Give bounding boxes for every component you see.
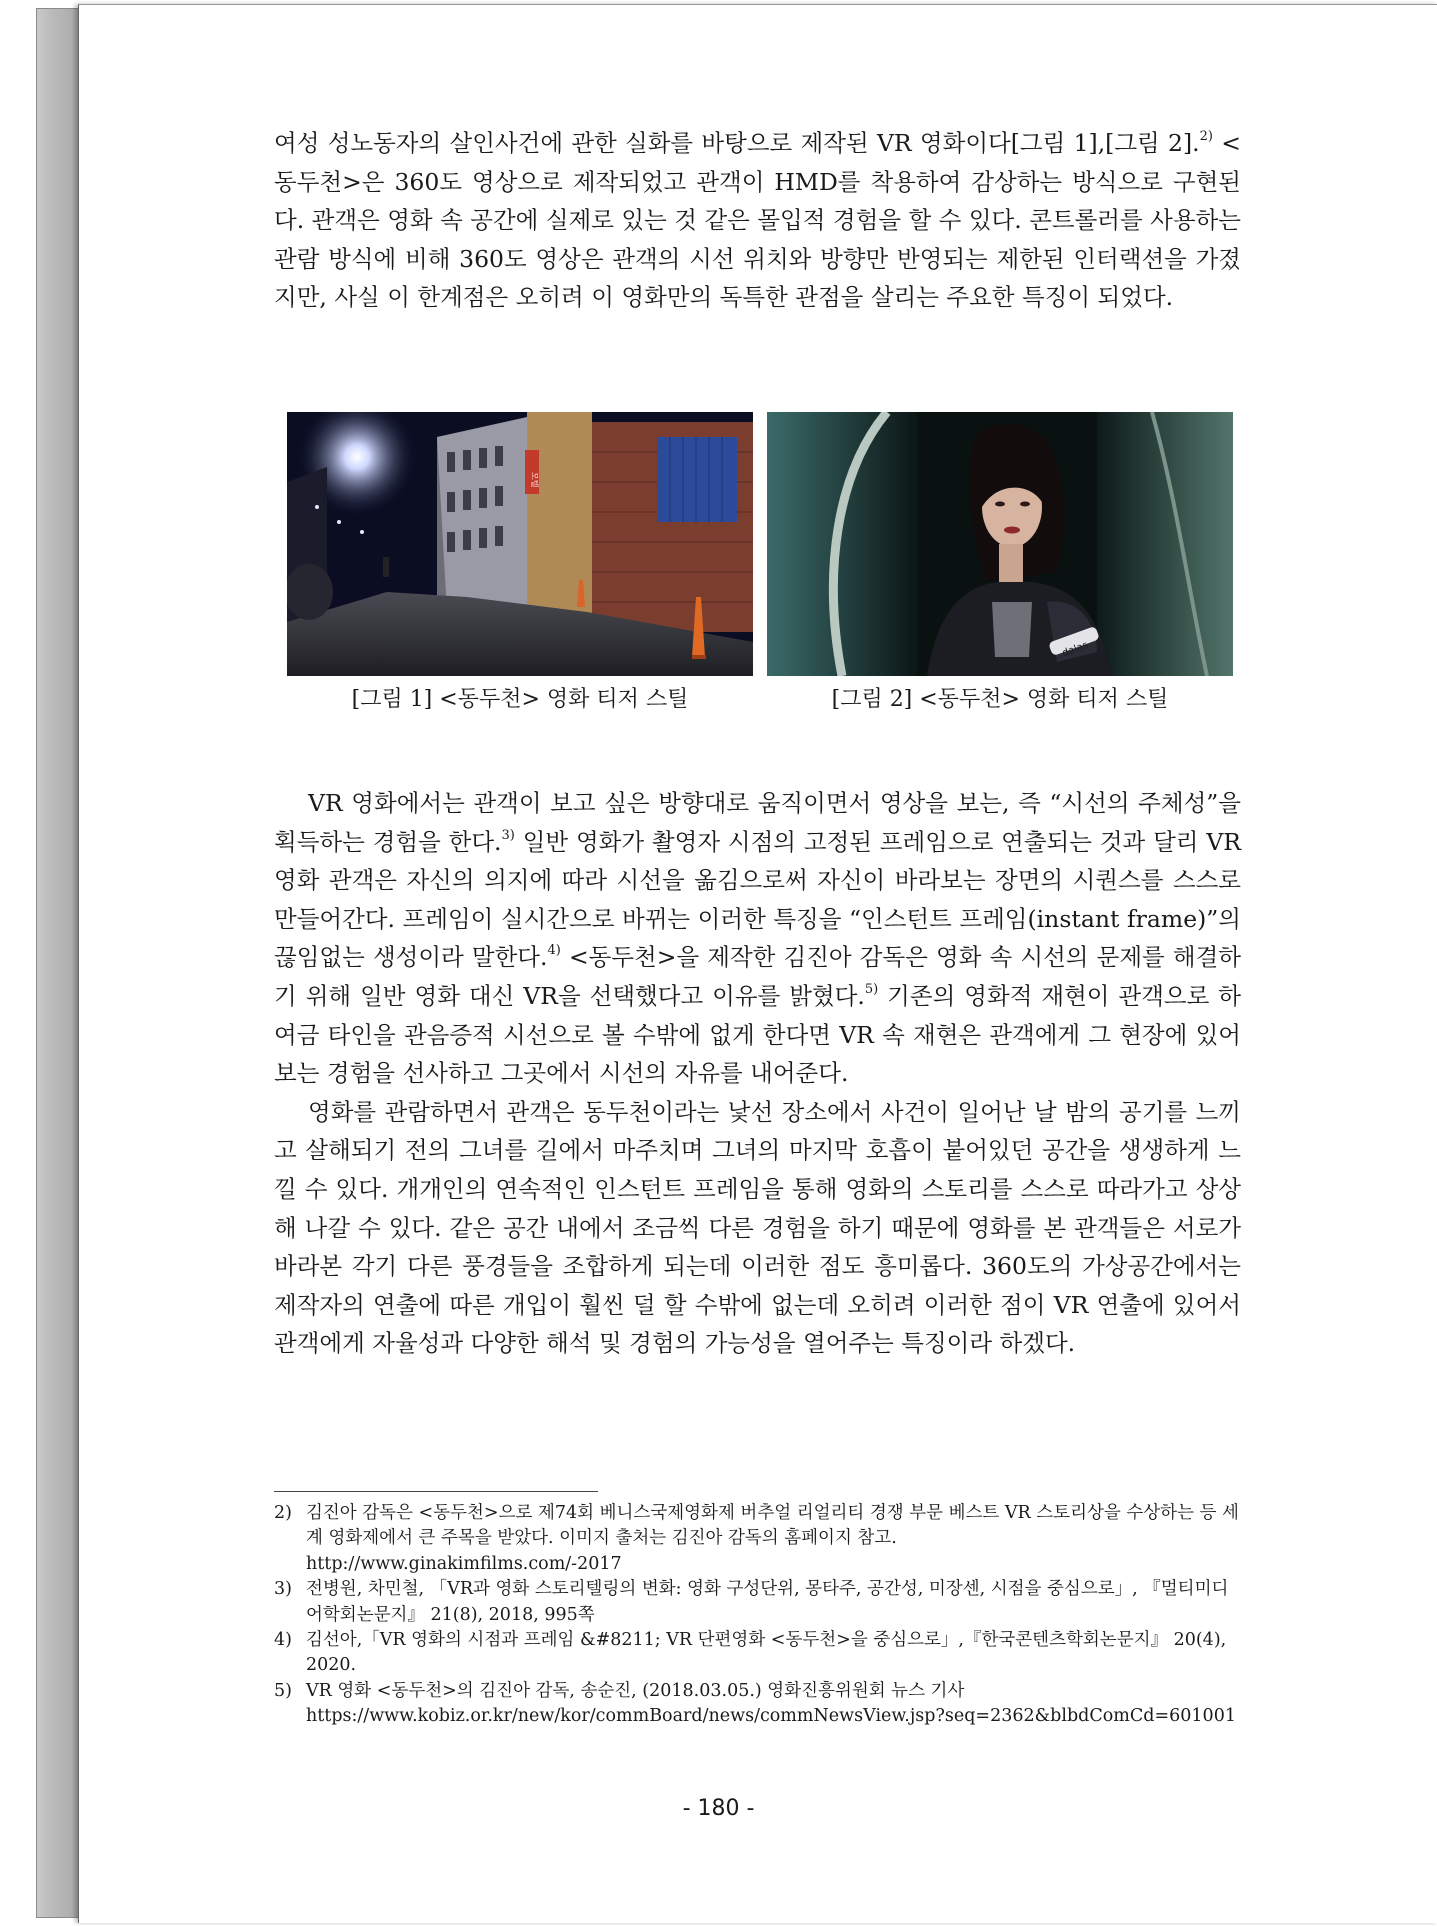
figure-1-caption: [그림 1] <동두천> 영화 티저 스틸 [351, 687, 689, 712]
footnote-5: 5) VR 영화 <동두천>의 김진아 감독, 송순진, (2018.03.05.) 영화진흥위원회 뉴스 기사 https://www.kobiz.or.kr/new/kor/commBoard/news/commNewsView.jsp?seq=2362&blbdComCd=601001 [274, 1680, 1236, 1727]
footnote-ref-3[interactable]: 3) [501, 827, 515, 843]
figure-1-image [287, 412, 753, 676]
book-spine [36, 8, 80, 1918]
jacket-text: dalas [1060, 639, 1090, 660]
page-number: - 180 - [682, 1796, 755, 1821]
footnotes [274, 1501, 1241, 1730]
paragraph-vr-gaze: VR 영화에서는 관객이 보고 싶은 방향대로 움직이면서 영상을 보는, 즉 “시선의 주체성”을 획득하는 경험을 한다.$^{3)}$ 일반 영화가 촬영자 시점의 고정된 프레임으로 연출되는 것과 달리 VR 영화 관객은 자신의 의지에 따라 시선을 옮김으로써 자신이 바라보는 장면의 시퀀스를 스스로 만들어간다. 프레임이 실시간으로 바뀌는 이러한 특징을 “인스턴트 프레임(instant frame)”의 끊임없는 생성이라 말한다.$^{4)}$ <동두천>을 제작한 김진아 감독은 영화 속 시선의 문제를 해결하기 위해 일반 영화 대신 VR을 선택했다고 이유를 밝혔다.$^{5)}$ 기존의 영화적 재현이 관객으로 하여금 타인을 관음증적 시선으로 볼 수밖에 없게 한다면 VR 속 재현은 관객에게 그 현장에 있어보는 경험을 선사하고 그곳에서 시선의 자유를 내어준다. [274, 789, 1242, 1088]
paragraph-viewing-experience: 영화를 관람하면서 관객은 동두천이라는 낯선 장소에서 사건이 일어난 날 밤의 공기를 느끼고 살해되기 전의 그녀를 길에서 마주치며 그녀의 마지막 호흡이 붙어있던 공간을 생생하게 느낄 수 있다. 개개인의 연속적인 인스턴트 프레임을 통해 영화의 스토리를 스스로 따라가고 상상해 나갈 수 있다. 같은 공간 내에서 조금씩 다른 경험을 하기 때문에 영화를 본 관객들은 서로가 바라본 각기 다른 풍경들을 조합하게 되는데 이러한 점도 흥미롭다. 360도의 가상공간에서는 제작자의 연출에 따른 개입이 훨씬 덜 할 수밖에 없는데 오히려 이러한 점이 VR 연출에 있어서 관객에게 자율성과 다양한 해석 및 경험의 가능성을 열어주는 특징이라 하겠다. [274, 1097, 1241, 1358]
footnote-2-link[interactable]: http://www.ginakimfilms.com/-2017 [306, 1553, 622, 1574]
footnote-ref-2[interactable]: 2) [1199, 129, 1213, 144]
figure-2-image [767, 412, 1233, 676]
paragraph-body [274, 784, 1241, 1363]
footnote-ref-5[interactable]: 5) [864, 981, 879, 997]
footnote-ref-4[interactable]: 4) [547, 943, 561, 959]
footnote-4: 4) 김선아,「VR 영화의 시점과 프레임 &#8211; VR 단편영화 <동두천>을 중심으로」,『한국콘텐츠학회논문지』 20(4), 2020. [274, 1630, 1227, 1676]
footnote-divider [274, 1491, 598, 1492]
paragraph-intro: 여성 성노동자의 살인사건에 관한 실화를 바탕으로 제작된 VR 영화이다[그림 1],[그림 2].$^{2)}$ <동두천>은 360도 영상으로 제작되었고 관객이 HMD를 착용하여 감상하는 방식으로 구현된다. 관객은 영화 속 공간에 실제로 있는 것 같은 몰입적 경험을 할 수 있다. 콘트롤러를 사용하는 관람 방식에 비해 360도 영상은 관객의 시선 위치와 방향만 반영되는 제한된 인터랙션을 가졌지만, 사실 이 한계점은 오히려 이 영화만의 독특한 관점을 살리는 주요한 특징이 되었다. [274, 129, 1241, 312]
footnote-5-link[interactable]: https://www.kobiz.or.kr/new/kor/commBoard/news/commNewsView.jsp?seq=2362&blbdComCd=601001 [306, 1706, 1236, 1727]
footnote-2: 2) 김진아 감독은 <동두천>으로 제74회 베니스국제영화제 버추얼 리얼리티 경쟁 부문 베스트 VR 스토리상을 수상하는 등 세계 영화제에서 큰 주목을 받았다. 이미지 출처는 김진아 감독의 홈페이지 참고. http://www.ginakimfilms.com/-2017 [274, 1503, 1239, 1574]
figure-2-caption: [그림 2] <동두천> 영화 티저 스틸 [831, 687, 1169, 712]
motel-sign-text: 모텔 [530, 472, 539, 488]
footnote-3: 3) 전병원, 차민철, 「VR과 영화 스토리텔링의 변화: 영화 구성단위, 몽타주, 공간성, 미장센, 시점을 중심으로」, 『멀티미디어학회논문지』 21(8), 2018, 995쪽 [274, 1579, 1229, 1625]
